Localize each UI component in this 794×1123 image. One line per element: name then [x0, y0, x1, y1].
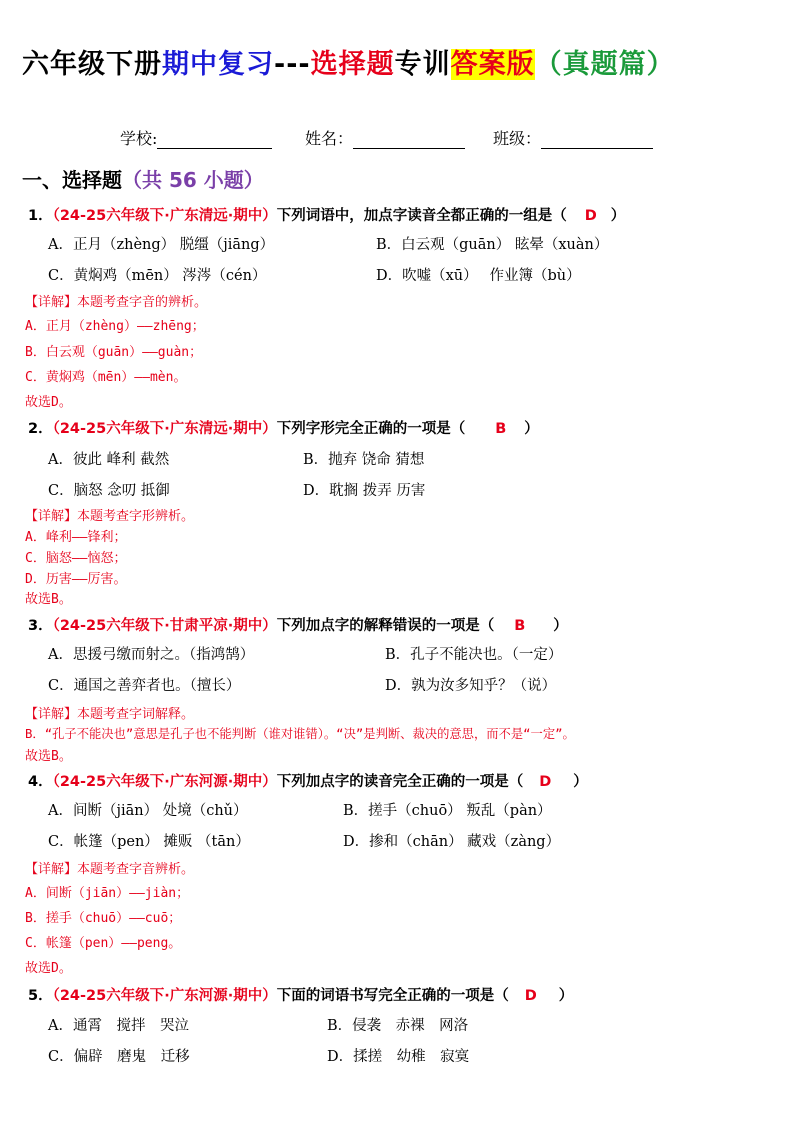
class-field — [493, 126, 653, 149]
explanation-line: 故选D。 — [25, 395, 72, 410]
question-text: 下列字形完全正确的一项是（ — [276, 421, 466, 437]
answer-badge: D — [539, 774, 552, 790]
explanation-line: C．脑怒——恼怒； — [25, 551, 127, 566]
explanation-line: D．历害——厉害。 — [25, 572, 127, 587]
title-midterm: 期中复习 — [162, 49, 274, 80]
answer-badge: B — [495, 421, 507, 437]
option-a[interactable]: A．彼此 峰利 截然 — [48, 452, 170, 468]
option-d[interactable]: D．吹嘘（xū） 作业簿（bù） — [376, 268, 581, 284]
title-grade: 六年级下册 — [22, 49, 162, 80]
option-b[interactable]: B．孔子不能决也。（一定） — [385, 647, 563, 663]
question-3-stem — [28, 614, 568, 635]
explanation-line: C．帐篷（pen）——peng。 — [25, 936, 182, 951]
option-c[interactable]: C．帐篷（pen） 摊贩 （tān） — [48, 834, 250, 850]
option-c[interactable]: C．脑怒 念叨 抵御 — [48, 483, 170, 499]
class-blank[interactable] — [541, 130, 653, 149]
section-count: （共 56 小题） — [122, 168, 264, 192]
option-d[interactable]: D．掺和（chān） 藏戏（zàng） — [343, 834, 561, 850]
explanation-line: 【详解】本题考查字音的辨析。 — [25, 295, 208, 310]
question-2-stem — [28, 417, 539, 438]
name-blank[interactable] — [353, 130, 465, 149]
title-real-exam: （真题篇） — [534, 49, 675, 80]
question-close: ） — [573, 774, 588, 790]
option-c[interactable]: C．偏辟 磨鬼 迁移 — [48, 1049, 190, 1065]
question-5-stem — [28, 984, 573, 1005]
title-choice: 选择题 — [310, 49, 395, 80]
question-source: （24-25六年级下·广东清远·期中） — [52, 208, 277, 224]
question-close: ） — [558, 988, 574, 1004]
option-d[interactable]: D．揉搓 幼稚 寂寞 — [327, 1049, 470, 1065]
explanation-line: 故选D。 — [25, 961, 72, 976]
question-source: （24-25六年级下·广东清远·期中） — [52, 421, 277, 437]
section-title: 一、选择题 — [22, 168, 122, 192]
explanation-line: A．峰利——锋利； — [25, 530, 127, 545]
title-training: 专训 — [394, 49, 451, 80]
explanation-line: 【详解】本题考查字词解释。 — [25, 707, 195, 722]
option-d[interactable]: D．孰为汝多知乎？（说） — [385, 678, 557, 694]
explanation-line: B．白云观（guān）——guàn； — [25, 345, 203, 360]
answer-badge: B — [514, 618, 526, 634]
name-label: 姓名： — [305, 129, 354, 148]
name-field — [305, 126, 465, 149]
explanation-line: B．“孔子不能决也”意思是孔子也不能判断（谁对谁错）。“决”是判断、裁决的意思，而不是“一定”。 — [25, 727, 575, 741]
explanation-line: 【详解】本题考查字音辨析。 — [25, 862, 195, 877]
question-number: 3． — [28, 618, 53, 634]
question-close: ） — [524, 421, 539, 437]
option-a[interactable]: A．正月（zhèng） 脱缰（jiāng） — [48, 237, 275, 253]
page-title — [22, 42, 675, 81]
option-b[interactable]: B．侵袭 赤裸 网洛 — [327, 1018, 469, 1034]
option-b[interactable]: B．搓手（chuō） 叛乱（pàn） — [343, 803, 552, 819]
school-label: 学校: — [120, 129, 158, 148]
question-text: 下列加点字的读音完全正确的一项是（ — [276, 774, 524, 790]
question-text: 下列词语中，加点字读音全都正确的一组是（ — [276, 208, 567, 224]
class-label: 班级： — [493, 129, 542, 148]
explanation-line: 故选B。 — [25, 749, 72, 764]
explanation-line: B．搓手（chuō）——cuō； — [25, 911, 182, 926]
question-close: ） — [553, 618, 568, 634]
school-field — [120, 126, 272, 149]
explanation-line: C．黄焖鸡（mēn）——mèn。 — [25, 370, 187, 385]
option-b[interactable]: B．抛弃 饶命 猜想 — [303, 452, 425, 468]
option-c[interactable]: C．通国之善弈者也。（擅长） — [48, 678, 241, 694]
explanation-line: A．间断（jiān）——jiàn； — [25, 886, 190, 901]
option-b[interactable]: B．白云观（guān） 眩晕（xuàn） — [376, 237, 609, 253]
question-1-stem — [28, 204, 625, 225]
question-text: 下列加点字的解释错误的一项是（ — [276, 618, 495, 634]
question-source: （24-25六年级下·甘肃平凉·期中） — [52, 618, 277, 634]
option-a[interactable]: A．思援弓缴而射之。（指鸿鹄） — [48, 647, 255, 663]
option-a[interactable]: A．通霄 搅拌 哭泣 — [48, 1018, 189, 1034]
question-number: 2． — [28, 421, 53, 437]
option-d[interactable]: D．耽搁 拨弄 历害 — [303, 483, 426, 499]
answer-badge: D — [584, 208, 597, 224]
title-answer-edition: 答案版 — [450, 49, 535, 80]
title-dash: --- — [274, 49, 311, 80]
question-source: （24-25六年级下·广东河源·期中） — [52, 774, 277, 790]
question-number: 1． — [28, 208, 53, 224]
question-number: 4． — [28, 774, 53, 790]
question-close: ） — [610, 208, 626, 224]
question-number: 5． — [28, 988, 53, 1004]
explanation-line: 故选B。 — [25, 592, 72, 607]
explanation-line: A．正月（zhèng）——zhēng； — [25, 319, 205, 334]
option-a[interactable]: A．间断（jiān） 处境（chǔ） — [48, 803, 248, 819]
school-blank[interactable] — [157, 130, 272, 149]
question-source: （24-25六年级下·广东河源·期中） — [52, 988, 277, 1004]
answer-badge: D — [524, 988, 537, 1004]
section-heading — [22, 164, 264, 193]
question-4-stem — [28, 770, 588, 791]
option-c[interactable]: C．黄焖鸡（mēn） 涔涔（cén） — [48, 268, 267, 284]
question-text: 下面的词语书写完全正确的一项是（ — [276, 988, 509, 1004]
explanation-line: 【详解】本题考查字形辨析。 — [25, 509, 195, 524]
